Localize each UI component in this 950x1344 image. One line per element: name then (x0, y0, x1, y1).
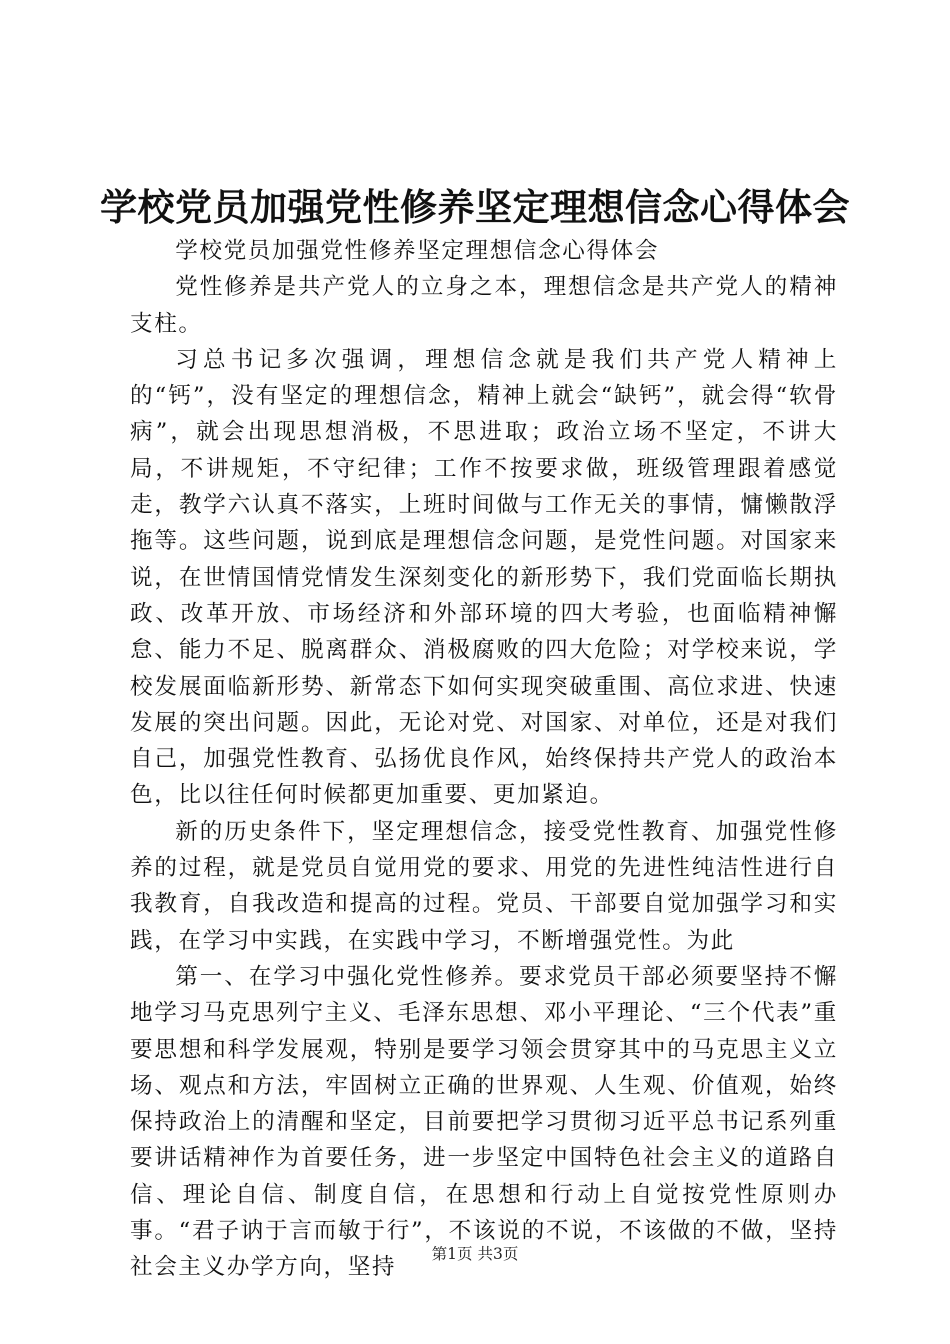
subtitle-paragraph: 学校党员加强党性修养坚定理想信念心得体会 (175, 238, 660, 264)
document-title: 学校党员加强党性修养坚定理想信念心得体会 (100, 186, 850, 229)
body-paragraph: 党性修养是共产党人的立身之本，理想信念是共产党人的精神支柱。 (130, 274, 838, 337)
page-number-footer: 第1页 共3页 (431, 1245, 519, 1263)
body-paragraph: 新的历史条件下，坚定理想信念，接受党性教育、加强党性修养的过程，就是党员自觉用党的要求、用党的先进性纯洁性进行自我教育，自我改造和提高的过程。党员、干部要自觉加强学习和实践，在学习中实践，在实践中学习，不断增强党性。为此 (130, 818, 838, 954)
body-paragraph: 习总书记多次强调，理想信念就是我们共产党人精神上的“钙”，没有坚定的理想信念，精神上就会“缺钙”，就会得“软骨病”，就会出现思想消极，不思进取；政治立场不坚定，不讲大局，不讲规矩，不守纪律；工作不按要求做，班级管理跟着感觉走，教学六认真不落实，上班时间做与工作无关的事情，慵懒散浮拖等。这些问题，说到底是理想信念问题，是党性问题。对国家来说，在世情国情党情发生深刻变化的新形势下，我们党面临长期执政、改革开放、市场经济和外部环境的四大考验，也面临精神懈怠、能力不足、脱离群众、消极腐败的四大危险；对学校来说，学校发展面临新形势、新常态下如何实现突破重围、高位求进、快速发展的突出问题。因此，无论对党、对国家、对单位，还是对我们自己，加强党性教育、弘扬优良作风，始终保持共产党人的政治本色，比以往任何时候都更加重要、更加紧迫。 (130, 346, 838, 809)
document-body (130, 233, 838, 1286)
body-paragraph: 第一、在学习中强化党性修养。要求党员干部必须要坚持不懈地学习马克思列宁主义、毛泽东思想、邓小平理论、“三个代表”重要思想和科学发展观，特别是要学习领会贯穿其中的马克思主义立场、观点和方法，牢固树立正确的世界观、人生观、价值观，始终保持政治上的清醒和坚定，目前要把学习贯彻习近平总书记系列重要讲话精神作为首要任务，进一步坚定中国特色社会主义的道路自信、理论自信、制度自信，在思想和行动上自觉按党性原则办事。“君子讷于言而敏于行”，不该说的不说，不该做的不做，坚持社会主义办学方向，坚持 (130, 963, 838, 1281)
